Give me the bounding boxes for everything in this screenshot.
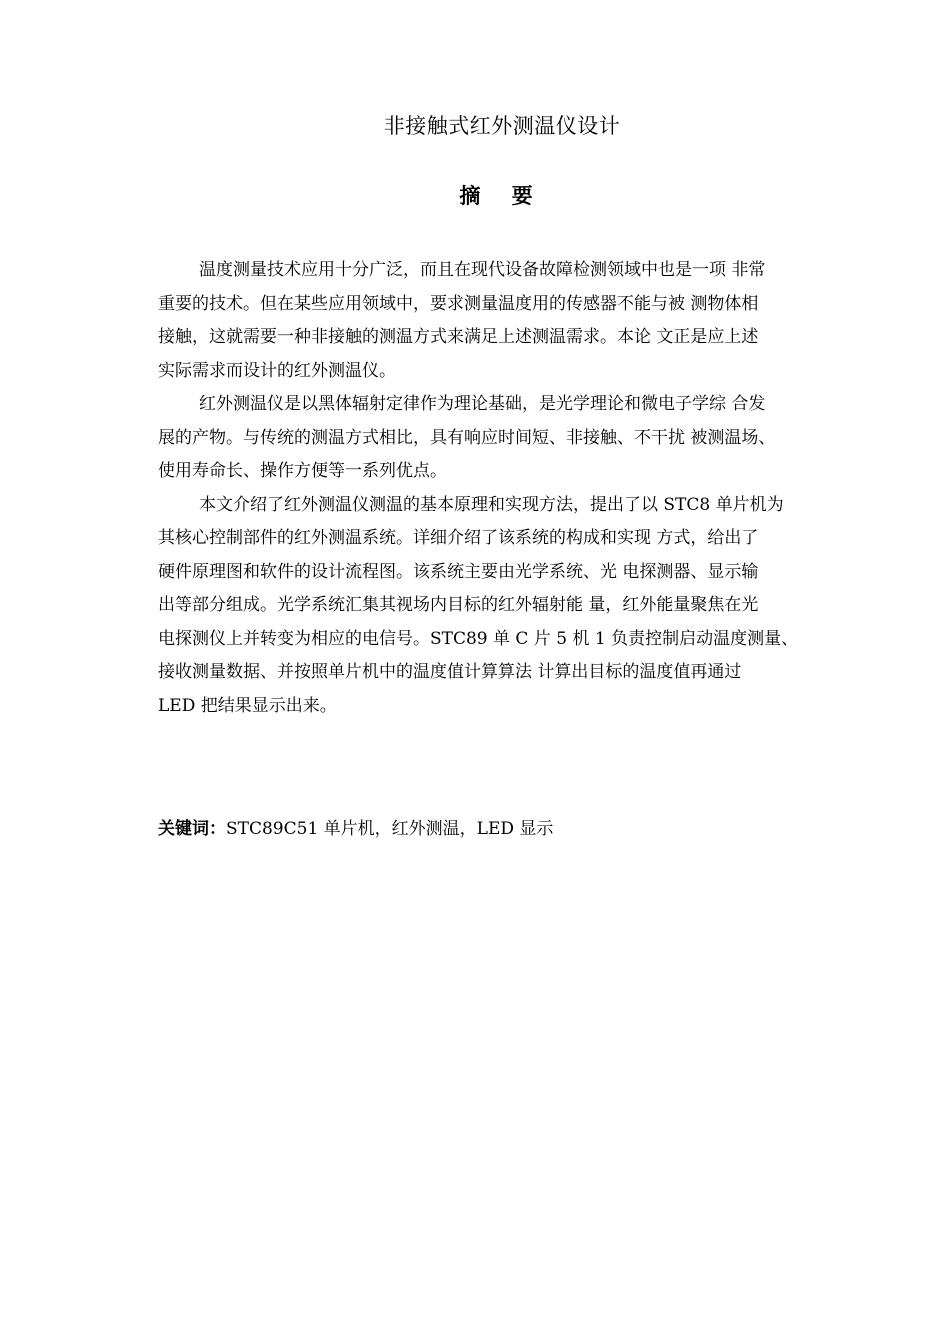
paragraph-line: 展的产物。与传统的测温方式相比，具有响应时间短、非接触、不干扰 被测温场、: [158, 427, 776, 448]
paragraph-line: 接触，这就需要一种非接触的测温方式来满足上述测温需求。本论 文正是应上述: [158, 327, 759, 347]
paragraph-line: 接收测量数据、并按照单片机中的温度值计算算法 计算出目标的温度值再通过: [158, 662, 742, 682]
abstract-heading: 摘 要: [459, 184, 545, 208]
paragraph-line: 温度测量技术应用十分广泛，而且在现代设备故障检测领域中也是一项 非常: [199, 260, 766, 280]
keywords-label: 关键词：: [158, 819, 226, 839]
paragraph-line: 出等部分组成。光学系统汇集其视场内目标的红外辐射能 量，红外能量聚焦在光: [158, 595, 759, 615]
paragraph-line: 其核心控制部件的红外测温系统。详细介绍了该系统的构成和实现 方式，给出了: [158, 528, 759, 548]
paragraph-line: 使用寿命长、操作方便等一系列优点。: [158, 461, 447, 481]
paragraph-line: 实际需求而设计的红外测温仪。: [158, 360, 396, 381]
abstract-paragraph-3: [158, 489, 862, 724]
paragraph-line: 本文介绍了红外测温仪测温的基本原理和实现方法，提出了以 STC8 单片机为: [199, 494, 784, 515]
document-title: 非接触式红外测温仪设计: [383, 114, 621, 138]
abstract-paragraph-1: [158, 254, 862, 388]
abstract-paragraph-2: [158, 388, 862, 489]
keywords-text: STC89C51 单片机，红外测温，LED 显示: [226, 819, 554, 839]
paragraph-line: LED 把结果显示出来。: [158, 695, 337, 716]
abstract-body: [158, 254, 862, 723]
paragraph-line: 硬件原理图和软件的设计流程图。该系统主要由光学系统、光 电探测器、显示输: [158, 561, 759, 582]
paragraph-line: 电探测仪上并转变为相应的电信号。STC89 单 C 片 5 机 1 负责控制启动温度测量、: [158, 628, 799, 649]
paragraph-line: 红外测温仪是以黑体辐射定律作为理论基础，是光学理论和微电子学综 合发: [199, 394, 766, 414]
paragraph-line: 重要的技术。但在某些应用领域中，要求测量温度用的传感器不能与被 测物体相: [158, 293, 759, 314]
keywords-line: [158, 814, 553, 844]
